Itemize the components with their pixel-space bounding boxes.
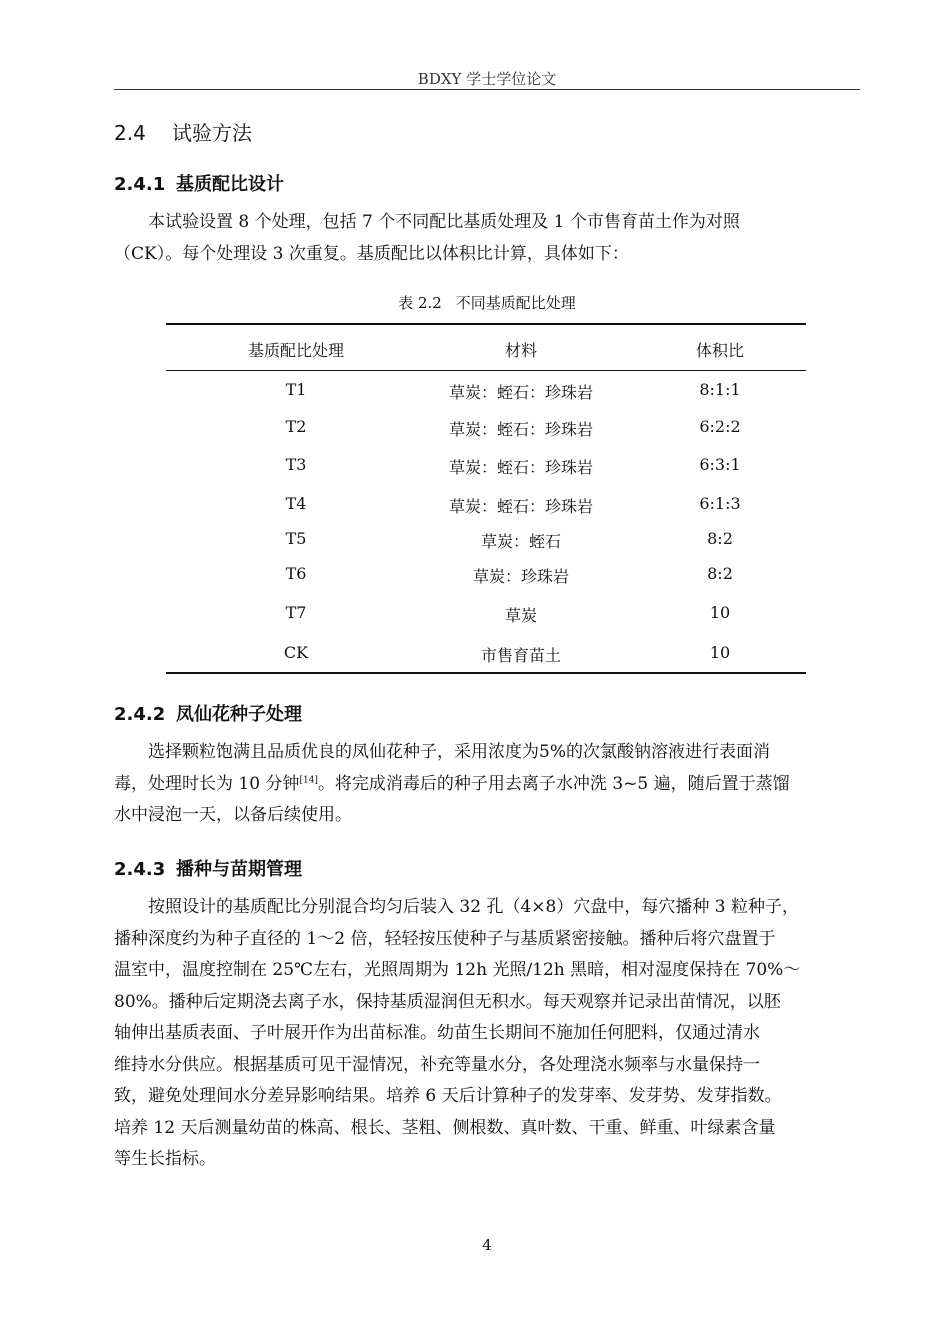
- subsection-heading-2-4-2: [114, 700, 302, 726]
- table-cell: T1: [285, 380, 307, 399]
- table-cell: T3: [285, 455, 307, 474]
- citation: [14]: [299, 774, 318, 785]
- paragraph-line: 轴伸出基质表面、子叶展开作为出苗标准。幼苗生长期间不施加任何肥料，仅通过清水: [114, 1023, 760, 1043]
- paragraph-line: 维持水分供应。根据基质可见干湿情况，补充等量水分，各处理浇水频率与水量保持一: [114, 1054, 760, 1075]
- table-cell: 草炭: [504, 606, 537, 625]
- paragraph-line: 按照设计的基质配比分别混合均匀后装入 32 孔（4×8）穴盘中，每穴播种 3 粒种子，: [148, 897, 799, 917]
- table-cell: 6:1:3: [699, 494, 741, 513]
- table-cell: T4: [285, 494, 307, 513]
- paragraph-2-4-1: [114, 207, 860, 270]
- table-cell: T6: [285, 564, 307, 583]
- subsection-heading-2-4-3: [114, 855, 302, 881]
- line-text: 。将完成消毒后的种子用去离子水冲洗 3~5 遍，随后置于蒸馏: [317, 773, 790, 794]
- table-bottom-rule: [166, 672, 806, 674]
- table-top-rule: [166, 323, 806, 325]
- table-cell: 草炭：蛭石：珍珠岩: [448, 383, 593, 402]
- table-cell: 草炭：蛭石: [480, 532, 561, 551]
- table-cell: 6:3:1: [699, 455, 741, 474]
- paragraph-line: 80%。播种后定期浇去离子水，保持基质湿润但无积水。每天观察并记录出苗情况，以胚: [114, 991, 781, 1012]
- table-cell: 8:2: [707, 529, 733, 548]
- table-cell: 草炭：蛭石：珍珠岩: [448, 420, 593, 439]
- header-rule: [114, 89, 860, 90]
- table-header-cell: 基质配比处理: [247, 341, 344, 360]
- paragraph-2-4-2: [114, 737, 860, 832]
- table-header-cell: 材料: [504, 341, 537, 360]
- page-number: 4: [482, 1236, 492, 1254]
- subsection-number: 2.4.3: [114, 859, 166, 880]
- table-cell: T5: [285, 529, 307, 548]
- table-header-cell: 体积比: [695, 341, 744, 360]
- subsection-title: 凤仙花种子处理: [176, 704, 302, 725]
- table-cell: CK: [283, 643, 309, 662]
- paragraph-line: 等生长指标。: [114, 1149, 216, 1169]
- line-text: 毒，处理时长为 10 分钟: [114, 773, 300, 794]
- table-header-rule: [166, 370, 806, 371]
- table-caption-title: 不同基质配比处理: [455, 294, 576, 312]
- paragraph-line: 培养 12 天后测量幼苗的株高、根长、茎粗、侧根数、真叶数、干重、鲜重、叶绿素含量: [114, 1117, 776, 1138]
- table-cell: 草炭：珍珠岩: [472, 567, 569, 586]
- table-cell: T7: [285, 603, 307, 622]
- paragraph-2-4-3: [114, 892, 860, 1176]
- table-cell: 草炭：蛭石：珍珠岩: [448, 458, 593, 477]
- paragraph-line: （CK）。每个处理设 3 次重复。基质配比以体积比计算，具体如下：: [114, 243, 629, 264]
- table-cell: 10: [709, 603, 731, 622]
- paragraph-line: 温室中，温度控制在 25℃左右，光照周期为 12h 光照/12h 黑暗，相对湿度保持在 70%～: [114, 960, 801, 980]
- paragraph-line: 致，避免处理间水分差异影响结果。培养 6 天后计算种子的发芽率、发芽势、发芽指数。: [114, 1086, 782, 1106]
- subsection-number: 2.4.1: [114, 174, 166, 195]
- subsection-title: 基质配比设计: [176, 174, 284, 195]
- table-cell: 市售育苗土: [480, 646, 561, 665]
- paragraph-line: 选择颗粒饱满且品质优良的凤仙花种子，采用浓度为5%的次氯酸钠溶液进行表面消: [148, 742, 770, 762]
- section-title: 试验方法: [172, 121, 252, 145]
- table-cell: 草炭：蛭石：珍珠岩: [448, 497, 593, 516]
- table-cell: T2: [285, 417, 307, 436]
- running-header: BDXY 学士学位论文: [417, 70, 557, 88]
- paragraph-line: [114, 769, 860, 801]
- table-cell: 6:2:2: [699, 417, 741, 436]
- table-caption: [114, 292, 860, 313]
- section-number: 2.4: [114, 121, 146, 145]
- subsection-title: 播种与苗期管理: [176, 859, 302, 880]
- subsection-number: 2.4.2: [114, 704, 166, 725]
- table-cell: 10: [709, 643, 731, 662]
- subsection-heading-2-4-1: [114, 170, 284, 196]
- paragraph-line: 水中浸泡一天，以备后续使用。: [114, 805, 352, 825]
- table-cell: 8:1:1: [699, 380, 741, 399]
- paragraph-line: 播种深度约为种子直径的 1～2 倍，轻轻按压使种子与基质紧密接触。播种后将穴盘置于: [114, 928, 776, 949]
- table-cell: 8:2: [707, 564, 733, 583]
- table-caption-number: 表 2.2: [398, 294, 442, 312]
- paragraph-line: 本试验设置 8 个处理，包括 7 个不同配比基质处理及 1 个市售育苗土作为对照: [148, 212, 740, 232]
- section-heading: [114, 117, 252, 146]
